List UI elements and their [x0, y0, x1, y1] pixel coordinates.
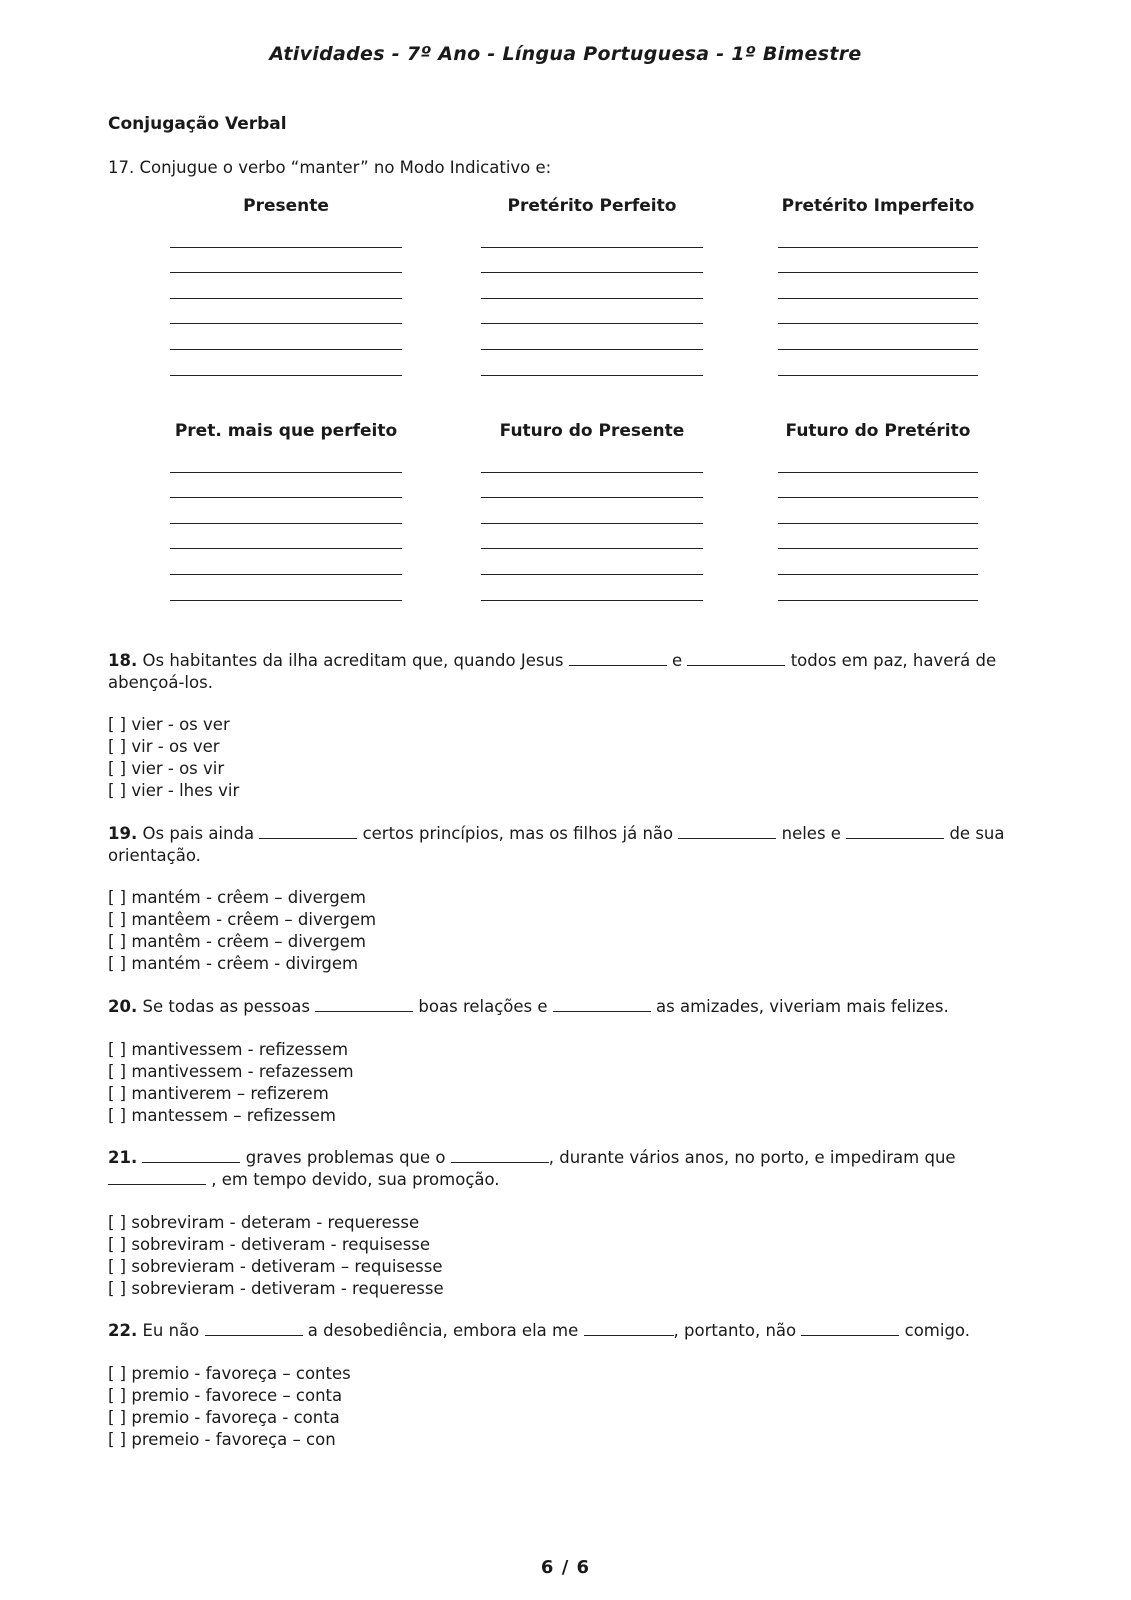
question-number: 21. — [108, 1148, 138, 1167]
question-text: , durante vários anos, no porto, e impediram que — [548, 1148, 956, 1167]
option-item[interactable]: [ ] premio - favoreça - conta — [108, 1408, 340, 1427]
question-text: Se todas as pessoas — [142, 997, 310, 1016]
answer-line[interactable] — [481, 299, 703, 325]
column-heading: Futuro do Presente — [499, 421, 685, 441]
question-text: , portanto, não — [673, 1321, 797, 1340]
option-item[interactable]: [ ] mantiverem – refizerem — [108, 1084, 329, 1103]
answer-blank[interactable] — [451, 1148, 549, 1163]
question-17-text: 17. Conjugue o verbo “manter” no Modo Indicativo e: — [108, 158, 552, 177]
answer-line[interactable] — [170, 350, 402, 376]
answer-line[interactable] — [481, 350, 703, 376]
option-item[interactable]: [ ] sobreviram - deteram - requeresse — [108, 1213, 420, 1232]
option-item[interactable]: [ ] vier - os ver — [108, 715, 230, 734]
column-heading: Futuro do Pretérito — [785, 421, 971, 441]
question-text: , em tempo devido, sua promoção. — [211, 1170, 500, 1189]
column-heading: Pretérito Perfeito — [507, 196, 677, 216]
answer-line[interactable] — [778, 222, 978, 248]
conjugation-column-preterito-perfeito — [481, 196, 703, 376]
option-item[interactable]: [ ] vier - os vir — [108, 759, 225, 778]
conjugation-column-futuro-presente — [481, 421, 703, 601]
question-text: Os pais ainda — [142, 824, 255, 843]
page-number: 6 / 6 — [540, 1557, 591, 1578]
answer-blank[interactable] — [687, 651, 785, 666]
answer-line[interactable] — [778, 524, 978, 550]
question-number: 22. — [108, 1321, 138, 1340]
question-19 — [108, 823, 1028, 867]
answer-line[interactable] — [481, 473, 703, 499]
answer-line[interactable] — [170, 524, 402, 550]
answer-line[interactable] — [170, 549, 402, 575]
option-item[interactable]: [ ] mantessem – refizessem — [108, 1106, 336, 1125]
question-text: comigo. — [904, 1321, 970, 1340]
option-item[interactable]: [ ] vier - lhes vir — [108, 781, 240, 800]
option-item[interactable]: [ ] sobrevieram - detiveram – requisesse — [108, 1257, 443, 1276]
answer-blank[interactable] — [553, 997, 651, 1012]
conjugation-column-presente — [170, 196, 402, 376]
question-text: as amizades, viveriam mais felizes. — [656, 997, 949, 1016]
option-item[interactable]: [ ] premio - favoreça – contes — [108, 1364, 351, 1383]
answer-line[interactable] — [778, 473, 978, 499]
answer-blank[interactable] — [259, 824, 357, 839]
answer-line[interactable] — [481, 498, 703, 524]
question-22 — [108, 1320, 1028, 1342]
answer-blank[interactable] — [678, 824, 776, 839]
answer-line[interactable] — [481, 575, 703, 601]
question-20-options — [108, 1039, 354, 1127]
answer-blank[interactable] — [569, 651, 667, 666]
question-text: neles e — [781, 824, 841, 843]
answer-line[interactable] — [170, 299, 402, 325]
question-text: Eu não — [142, 1321, 200, 1340]
option-item[interactable]: [ ] mantivessem - refazessem — [108, 1062, 354, 1081]
answer-line[interactable] — [170, 447, 402, 473]
question-text: e — [672, 651, 683, 670]
option-item[interactable]: [ ] sobrevieram - detiveram - requeresse — [108, 1279, 444, 1298]
answer-line[interactable] — [170, 498, 402, 524]
answer-line[interactable] — [778, 498, 978, 524]
answer-line[interactable] — [778, 549, 978, 575]
answer-blank[interactable] — [846, 824, 944, 839]
answer-line[interactable] — [170, 222, 402, 248]
answer-line[interactable] — [778, 350, 978, 376]
answer-blank[interactable] — [205, 1321, 303, 1336]
option-item[interactable]: [ ] vir - os ver — [108, 737, 220, 756]
answer-blank[interactable] — [108, 1170, 206, 1185]
answer-line[interactable] — [481, 248, 703, 274]
option-item[interactable]: [ ] sobreviram - detiveram - requisesse — [108, 1235, 431, 1254]
answer-line[interactable] — [778, 575, 978, 601]
answer-blank[interactable] — [315, 997, 413, 1012]
question-number: 19. — [108, 824, 138, 843]
question-18-options — [108, 714, 239, 802]
option-item[interactable]: [ ] mantém - crêem – divergem — [108, 888, 366, 907]
conjugation-column-futuro-preterito — [778, 421, 978, 601]
question-text: a desobediência, embora ela me — [307, 1321, 579, 1340]
question-18 — [108, 650, 1028, 694]
answer-line[interactable] — [778, 248, 978, 274]
answer-line[interactable] — [170, 575, 402, 601]
answer-line[interactable] — [778, 273, 978, 299]
answer-line[interactable] — [170, 324, 402, 350]
question-text: graves problemas que o — [245, 1148, 446, 1167]
conjugation-column-preterito-imperfeito — [778, 196, 978, 376]
column-heading: Pretérito Imperfeito — [781, 196, 975, 216]
question-20 — [108, 996, 1028, 1018]
answer-line[interactable] — [778, 299, 978, 325]
answer-blank[interactable] — [801, 1321, 899, 1336]
option-item[interactable]: [ ] premio - favorece – conta — [108, 1386, 343, 1405]
conjugation-column-mais-que-perfeito — [170, 421, 402, 601]
option-item[interactable]: [ ] premeio - favoreça – con — [108, 1430, 336, 1449]
answer-line[interactable] — [481, 524, 703, 550]
page-header-title: Atividades - 7º Ano - Língua Portuguesa - 1º Bimestre — [269, 43, 862, 65]
column-heading: Presente — [243, 196, 329, 216]
answer-line[interactable] — [778, 447, 978, 473]
answer-line[interactable] — [481, 222, 703, 248]
question-text: certos princípios, mas os filhos já não — [362, 824, 674, 843]
answer-blank[interactable] — [584, 1321, 674, 1336]
option-item[interactable]: [ ] mantêm - crêem – divergem — [108, 932, 366, 951]
question-text: todos em paz, haverá de abençoá-los. — [108, 651, 997, 692]
section-title: Conjugação Verbal — [108, 114, 287, 134]
question-text: boas relações e — [418, 997, 548, 1016]
question-21 — [108, 1147, 1028, 1191]
answer-line[interactable] — [778, 324, 978, 350]
answer-line[interactable] — [170, 473, 402, 499]
option-item[interactable]: [ ] mantém - crêem - divirgem — [108, 954, 359, 973]
answer-line[interactable] — [481, 324, 703, 350]
answer-line[interactable] — [481, 447, 703, 473]
question-21-options — [108, 1212, 444, 1300]
answer-line[interactable] — [481, 273, 703, 299]
option-item[interactable]: [ ] mantêem - crêem – divergem — [108, 910, 377, 929]
answer-line[interactable] — [481, 549, 703, 575]
question-text: Os habitantes da ilha acreditam que, quando Jesus — [142, 651, 564, 670]
question-number: 18. — [108, 651, 138, 670]
answer-line[interactable] — [170, 273, 402, 299]
question-19-options — [108, 887, 376, 975]
question-text: de sua orientação. — [108, 824, 1005, 865]
answer-blank[interactable] — [142, 1148, 240, 1163]
option-item[interactable]: [ ] mantivessem - refizessem — [108, 1040, 349, 1059]
question-number: 20. — [108, 997, 138, 1016]
column-heading: Pret. mais que perfeito — [174, 421, 398, 441]
answer-line[interactable] — [170, 248, 402, 274]
question-22-options — [108, 1363, 351, 1451]
